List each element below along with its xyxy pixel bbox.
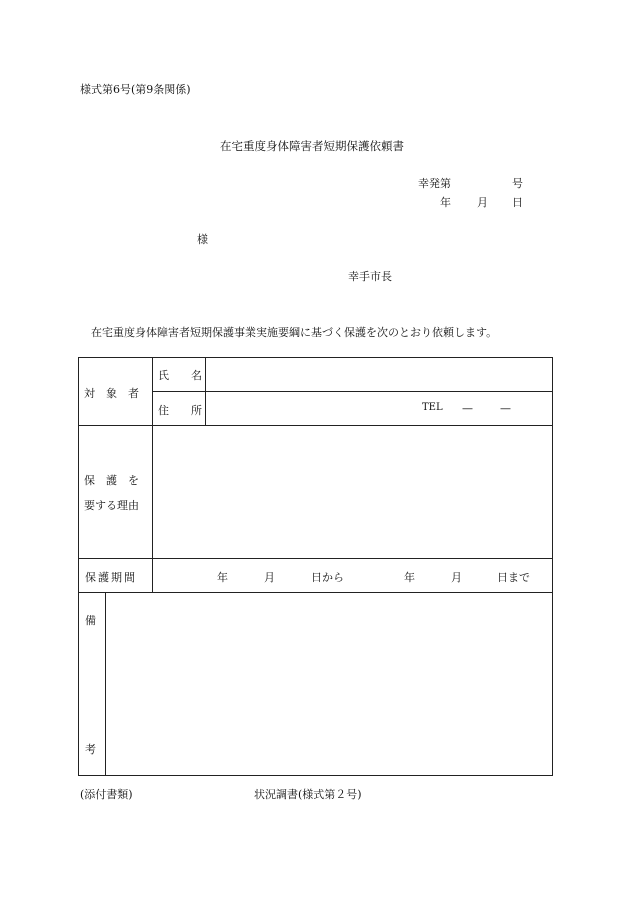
date-month: 月 (477, 196, 488, 209)
attachments-label: (添付書類) (80, 788, 133, 801)
body-text: 在宅重度身体障害者短期保護事業実施要綱に基づく保護を次のとおり依頼します。 (91, 326, 498, 339)
attachments-item: 状況調書(様式第２号) (254, 788, 362, 801)
period-from: 日から (311, 571, 344, 584)
period-year-2: 年 (404, 571, 415, 584)
issue-suffix: 号 (512, 177, 523, 190)
remarks-field[interactable] (107, 594, 551, 774)
addressee-honorific: 様 (197, 233, 208, 246)
subject-label: 対 象 者 (84, 387, 139, 400)
name-field[interactable] (207, 359, 551, 390)
sender-name: 幸手市長 (348, 270, 392, 283)
tel-dash-1: — (462, 402, 473, 415)
reason-label-line2: 要する理由 (84, 499, 139, 512)
issue-prefix: 幸発第 (418, 177, 451, 190)
period-month-2: 月 (451, 571, 462, 584)
remarks-char-1: 備 (85, 614, 96, 627)
address-label: 住 所 (158, 404, 202, 417)
form-number: 様式第6号(第9条関係) (80, 83, 191, 96)
remarks-char-2: 考 (85, 743, 96, 756)
period-year-1: 年 (217, 571, 228, 584)
tel-label: TEL (422, 402, 443, 413)
address-field[interactable] (207, 393, 417, 424)
period-until: 日まで (497, 571, 530, 584)
reason-label-line1: 保 護 を (84, 474, 139, 487)
tel-dash-2: — (500, 402, 511, 415)
reason-field[interactable] (154, 427, 551, 557)
name-label: 氏 名 (158, 369, 202, 382)
document-title: 在宅重度身体障害者短期保護依頼書 (220, 139, 404, 153)
date-year: 年 (440, 196, 451, 209)
period-label: 保護期間 (85, 571, 137, 584)
period-month-1: 月 (264, 571, 275, 584)
date-day: 日 (512, 196, 523, 209)
